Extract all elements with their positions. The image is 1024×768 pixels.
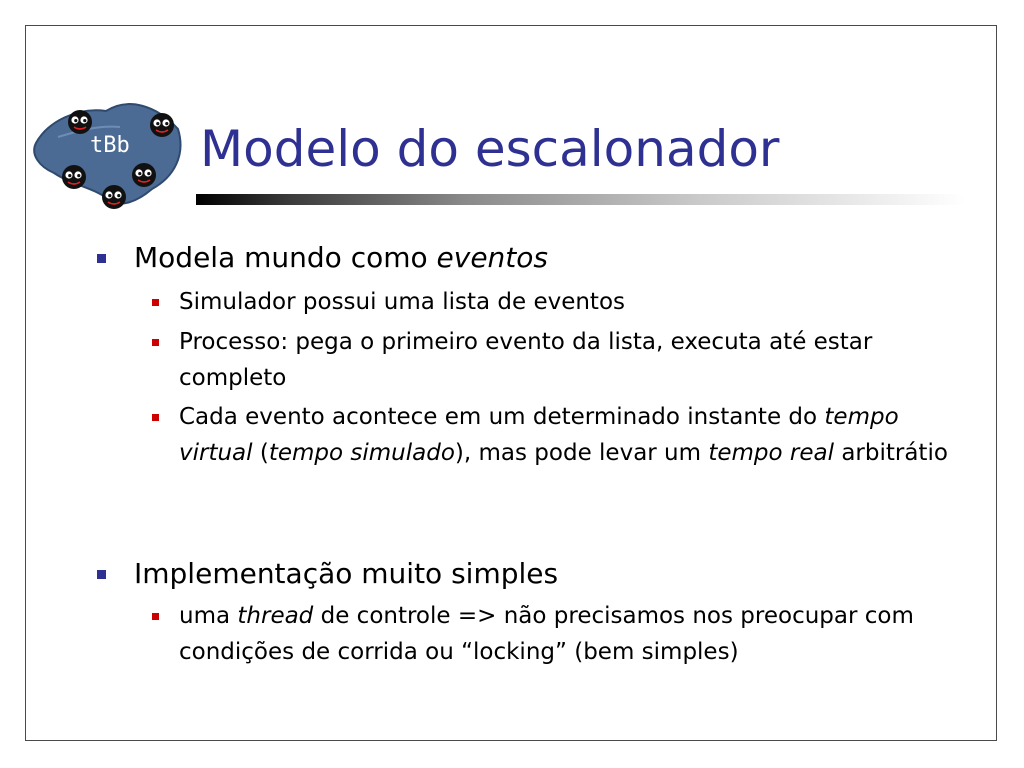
bullet-text: ), mas pode levar um bbox=[454, 440, 709, 466]
bullet-level1 bbox=[134, 557, 934, 591]
bullet-text: uma bbox=[179, 603, 238, 629]
emphasis-text: thread bbox=[237, 603, 314, 629]
bullet-level2 bbox=[179, 324, 949, 396]
emphasis-text: eventos bbox=[436, 241, 548, 274]
bullet-level2 bbox=[179, 399, 949, 471]
bullet-text: ( bbox=[252, 440, 269, 466]
bullet-text: Modela mundo como bbox=[134, 241, 437, 274]
bullet-text: arbitrátio bbox=[834, 440, 948, 466]
bullet-level2 bbox=[179, 598, 949, 670]
emphasis-text: tempo virtual bbox=[179, 404, 899, 466]
logo-text: tBb bbox=[90, 133, 130, 158]
bullet-text: Simulador possui uma lista de eventos bbox=[179, 289, 626, 315]
slide-title: Modelo do escalonador bbox=[200, 120, 780, 178]
bullet-text: Processo: pega o primeiro evento da lista, executa até estar completo bbox=[179, 329, 873, 391]
emphasis-text: tempo simulado bbox=[268, 440, 455, 466]
bullet-text: Implementação muito simples bbox=[134, 557, 559, 590]
bullet-text: de controle => não precisamos nos preocupar com condições de corrida ou “locking” (bem simples) bbox=[179, 603, 914, 665]
bullet-text: Cada evento acontece em um determinado instante do bbox=[179, 404, 825, 430]
emphasis-text: tempo real bbox=[708, 440, 835, 466]
bullet-level2 bbox=[179, 284, 949, 320]
bullet-level1 bbox=[134, 241, 934, 275]
